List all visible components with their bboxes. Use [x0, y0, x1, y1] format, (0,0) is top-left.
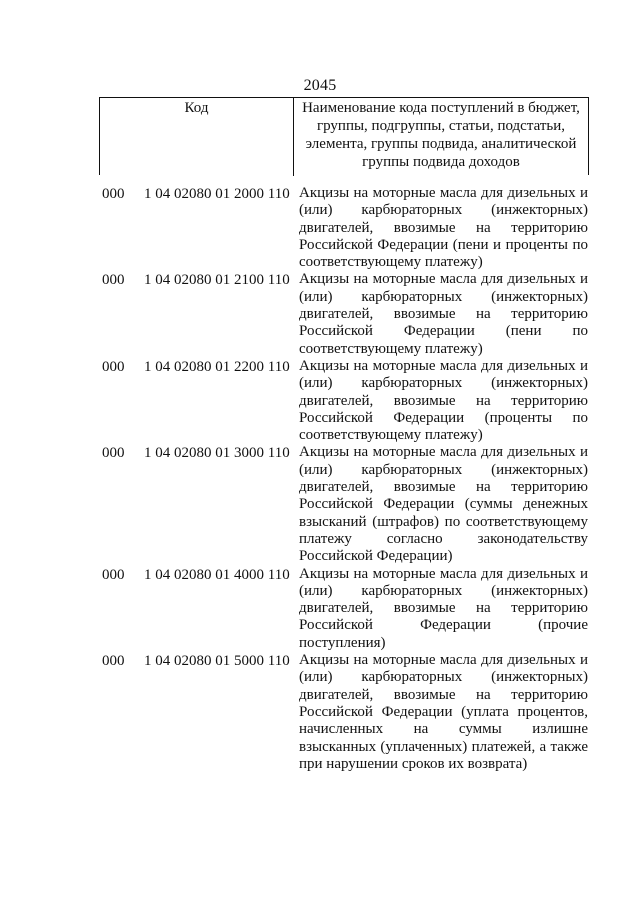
row-revenue-code: 1 04 02080 01 2200 110 — [144, 358, 290, 375]
row-revenue-code: 1 04 02080 01 4000 110 — [144, 566, 290, 583]
row-description: Акцизы на моторные масла для дизельных и (или) карбюраторных (инжекторных) двигателей, ввозимые на территорию Российской Федерации (уплата процентов, начисленных на суммы излишне взысканных (уплаченных) платежей, а также при нарушении сроков их возврата) — [299, 652, 588, 772]
row-admin-code: 000 — [102, 272, 125, 289]
row-description: Акцизы на моторные масла для дизельных и (или) карбюраторных (инжекторных) двигателей, ввозимые на территорию Российской Федерации (проценты по соответствующему платежу) — [299, 357, 588, 444]
code-list — [0, 185, 640, 773]
row-admin-code: 000 — [102, 566, 125, 583]
row-admin-code: 000 — [102, 445, 125, 462]
row-admin-code: 000 — [102, 186, 125, 202]
row-description: Акцизы на моторные масла для дизельных и (или) карбюраторных (инжекторных) двигателей, ввозимые на территорию Российской Федерации (пени по соответствующему платежу) — [299, 271, 588, 357]
row-revenue-code: 1 04 02080 01 2000 110 — [144, 186, 290, 202]
table-row — [0, 271, 640, 357]
header-name-label: Наименование кода поступлений в бюджет, группы, подгруппы, статьи, подстатьи, элемента, группы подвида, аналитической группы подвида доходов — [302, 100, 580, 170]
row-description: Акцизы на моторные масла для дизельных и (или) карбюраторных (инжекторных) двигателей, ввозимые на территорию Российской Федерации (прочие поступления) — [299, 565, 588, 651]
header-code-label: Код — [184, 100, 209, 116]
table-row — [0, 444, 640, 565]
row-admin-code: 000 — [102, 653, 125, 670]
table-header — [99, 97, 589, 175]
row-description: Акцизы на моторные масла для дизельных и (или) карбюраторных (инжекторных) двигателей, ввозимые на территорию Российской Федерации (пени и проценты по соответствующему платежу) — [299, 185, 588, 271]
table-row — [0, 358, 640, 444]
row-revenue-code: 1 04 02080 01 5000 110 — [144, 653, 290, 670]
row-revenue-code: 1 04 02080 01 3000 110 — [144, 445, 290, 462]
table-row — [0, 566, 640, 652]
row-revenue-code: 1 04 02080 01 2100 110 — [144, 272, 290, 289]
table-row — [0, 185, 640, 271]
row-admin-code: 000 — [102, 358, 125, 375]
table-row — [0, 652, 640, 773]
row-description: Акцизы на моторные масла для дизельных и (или) карбюраторных (инжекторных) двигателей, ввозимые на территорию Российской Федерации (суммы денежных взысканий (штрафов) по соответствующему платежу согласно законодательству Российской Федерации) — [299, 444, 588, 565]
page-number: 2045 — [303, 77, 337, 94]
